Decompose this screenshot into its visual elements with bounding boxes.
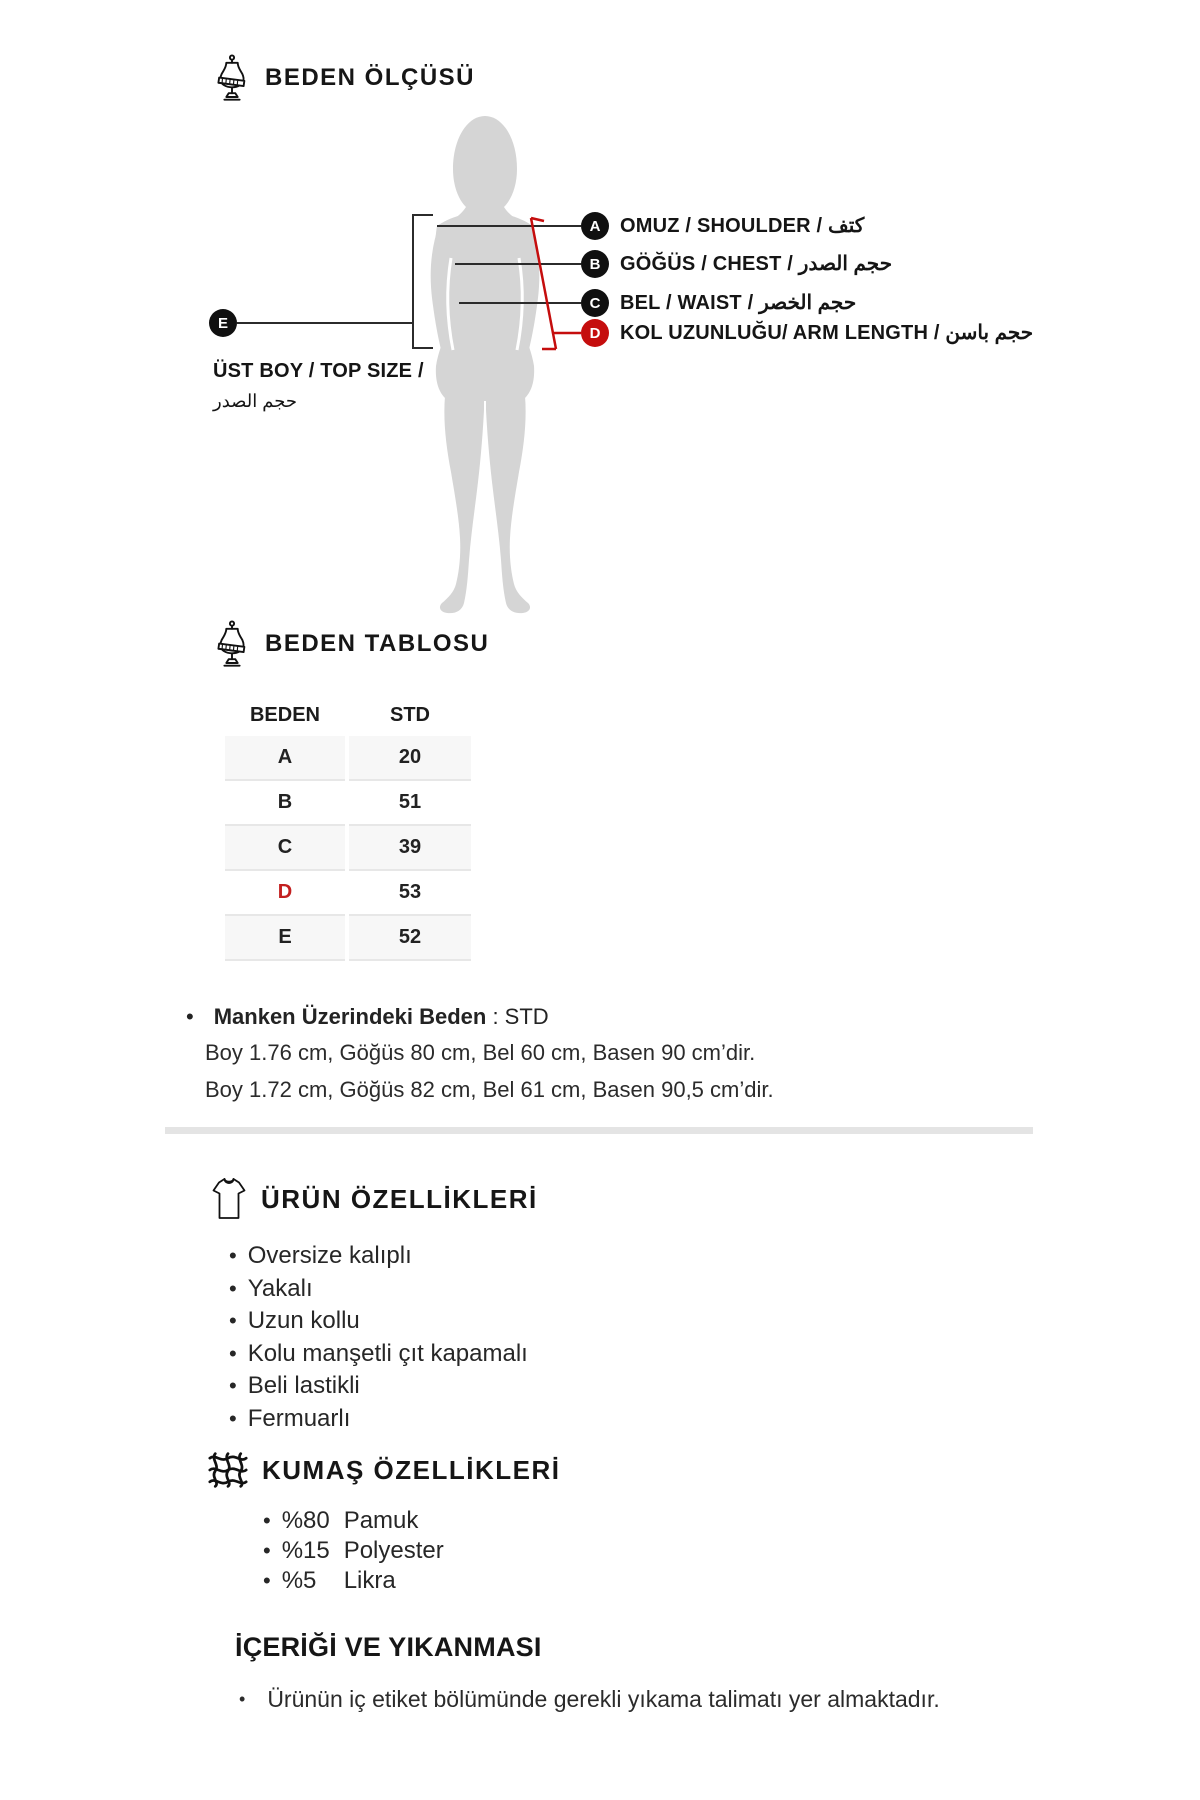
label-top-size: ÜST BOY / TOP SIZE / حجم الصدر [213, 360, 424, 411]
tshirt-icon [211, 1176, 247, 1222]
model-measurements-line: Boy 1.76 cm, Göğüs 80 cm, Bel 60 cm, Basen 90 cm’dir. [205, 1040, 756, 1065]
product-features-title: ÜRÜN ÖZELLİKLERİ [261, 1183, 538, 1214]
label-arm-length: KOL UZUNLUĞU/ ARM LENGTH / حجم باسن [620, 322, 1034, 344]
marker-e: E [209, 309, 237, 337]
bullet: • [229, 1340, 237, 1366]
size-table [225, 694, 471, 961]
list-item: • %80 Pamuk [263, 1507, 419, 1534]
model-size-note [186, 1004, 774, 1104]
bullet: • [229, 1308, 237, 1333]
marker-c: C [581, 289, 609, 317]
fabric-weave-icon [208, 1450, 248, 1490]
model-measurements-line: Boy 1.72 cm, Göğüs 82 cm, Bel 61 cm, Basen 90,5 cm’dir. [205, 1077, 774, 1102]
product-features-header [211, 1176, 538, 1222]
bullet: • [229, 1275, 237, 1301]
fabric-features-header [208, 1450, 561, 1490]
bullet: • [263, 1568, 271, 1593]
bullet: • [229, 1243, 237, 1268]
label-waist: BEL / WAIST / حجم الخصر [620, 292, 857, 314]
table-row: A 20 [225, 736, 471, 781]
size-table-title: BEDEN TABLOSU [265, 630, 490, 657]
bracket-topsize [413, 215, 433, 348]
model-size-value: : STD [486, 1004, 549, 1029]
marker-d: D [581, 319, 609, 347]
fabric-features-title: KUMAŞ ÖZELLİKLERİ [262, 1454, 561, 1485]
size-guide-title: BEDEN ÖLÇÜSÜ [265, 64, 476, 91]
column-header-std: STD [390, 703, 430, 726]
list-item: • Oversize kalıplı [229, 1240, 528, 1273]
bullet: • [229, 1373, 237, 1398]
size-guide-header [213, 54, 475, 102]
care-text: Ürünün iç etiket bölümünde gerekli yıkama talimatı yer almaktadır. [267, 1686, 940, 1712]
bullet: • [263, 1538, 271, 1563]
bullet: • [263, 1508, 271, 1533]
list-item: • %5 Likra [263, 1567, 396, 1594]
list-item: • Kolu manşetli çıt kapamalı [229, 1338, 528, 1371]
marker-a: A [581, 212, 609, 240]
bullet: • [229, 1405, 237, 1431]
table-row: B 51 [225, 781, 471, 826]
mannequin-icon [213, 620, 251, 668]
size-table-header [213, 620, 489, 668]
marker-b: B [581, 250, 609, 278]
list-item: • Fermuarlı [229, 1403, 528, 1436]
care-note [239, 1684, 940, 1715]
table-row: E 52 [225, 916, 471, 961]
label-chest: GÖĞÜS / CHEST / حجم الصدر [620, 253, 893, 275]
bullet: • [186, 1004, 194, 1029]
table-row: C 39 [225, 826, 471, 871]
list-item: • Yakalı [229, 1273, 528, 1306]
size-diagram [0, 110, 1200, 625]
label-shoulder: OMUZ / SHOULDER / كتف [620, 215, 865, 237]
product-features-list [229, 1240, 528, 1435]
model-size-label: Manken Üzerindeki Beden [213, 1004, 487, 1029]
table-row: D 53 [225, 871, 471, 916]
body-silhouette [0, 110, 1200, 625]
list-item: • Uzun kollu [229, 1305, 528, 1338]
list-item: • %15 Polyester [263, 1537, 444, 1564]
list-item: • Beli lastikli [229, 1370, 528, 1403]
care-title: İÇERİĞİ VE YIKANMASI [235, 1632, 542, 1662]
mannequin-icon [213, 54, 251, 102]
bullet: • [239, 1689, 246, 1709]
fabric-features-list [263, 1506, 444, 1596]
column-header-beden: BEDEN [249, 703, 320, 726]
size-table-header-row [225, 694, 471, 736]
section-divider [165, 1127, 1033, 1134]
